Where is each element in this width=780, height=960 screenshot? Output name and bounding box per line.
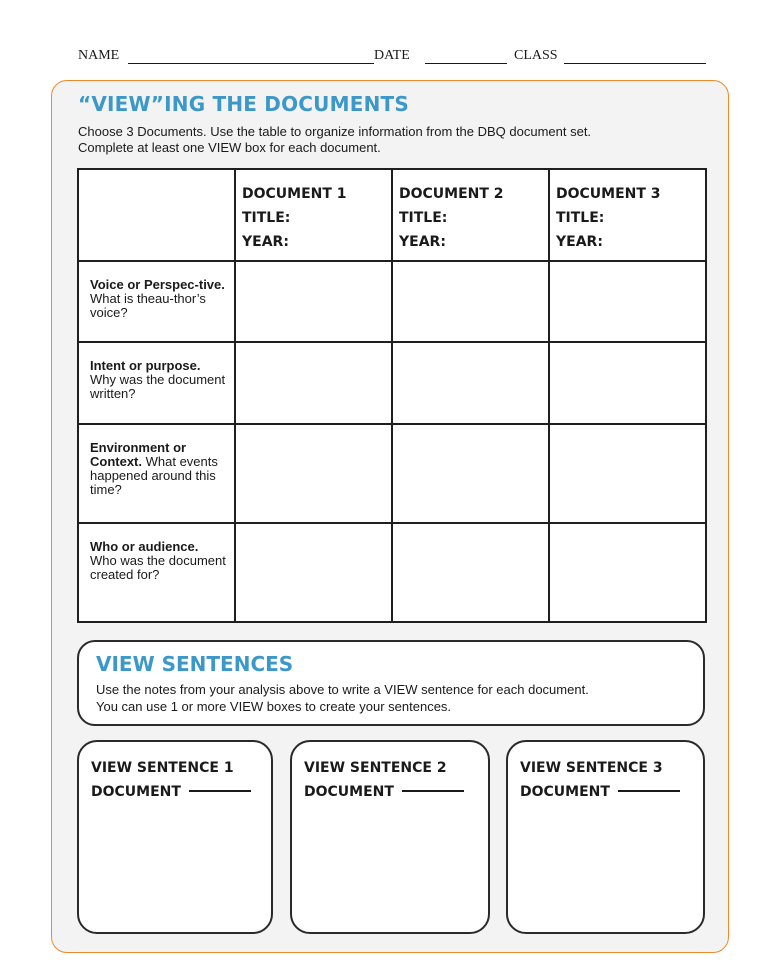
view-sentence-1-header: [91, 756, 251, 804]
cell-environment-doc3[interactable]: [549, 424, 706, 523]
view-sentence-2-doc-blank[interactable]: [402, 790, 464, 792]
page-title: “VIEW”ING THE DOCUMENTS: [78, 92, 409, 116]
document-1-label: DOCUMENT 1: [242, 186, 347, 202]
view-sentence-3-box[interactable]: [506, 740, 705, 934]
table-row-environment: [78, 424, 706, 523]
table-row-intent: [78, 342, 706, 424]
view-sentences-line-2: You can use 1 or more VIEW boxes to create your sentences.: [96, 699, 452, 714]
document-3-year-label: YEAR:: [556, 234, 603, 250]
document-2-label: DOCUMENT 2: [399, 186, 504, 202]
row-label-voice-text: What is theau-thor’s voice?: [90, 291, 206, 320]
view-sentences-line-1: Use the notes from your analysis above to write a VIEW sentence for each document.: [96, 682, 589, 697]
table-row-audience: [78, 523, 706, 622]
student-info-header: [78, 48, 706, 66]
cell-environment-doc2[interactable]: [392, 424, 549, 523]
row-label-audience-text: Who was the document created for?: [90, 553, 226, 582]
view-sentence-3-header: [520, 756, 680, 804]
cell-intent-doc2[interactable]: [392, 342, 549, 424]
cell-voice-doc2[interactable]: [392, 261, 549, 342]
date-blank-line[interactable]: [425, 63, 507, 64]
table-row-voice: [78, 261, 706, 342]
cell-audience-doc2[interactable]: [392, 523, 549, 622]
cell-intent-doc3[interactable]: [549, 342, 706, 424]
cell-voice-doc1[interactable]: [235, 261, 392, 342]
document-1-header: [235, 169, 392, 261]
document-2-year-label: YEAR:: [399, 234, 446, 250]
row-label-voice: [78, 261, 235, 342]
cell-intent-doc1[interactable]: [235, 342, 392, 424]
document-1-title-label: TITLE:: [242, 210, 291, 226]
document-2-header: [392, 169, 549, 261]
row-label-audience: [78, 523, 235, 622]
view-sentence-1-box[interactable]: [77, 740, 273, 934]
instructions: [78, 124, 698, 156]
row-label-audience-bold: Who or audience.: [90, 539, 199, 554]
view-sentence-3-doc-label: DOCUMENT: [520, 784, 610, 800]
name-label: NAME: [78, 48, 120, 63]
document-3-title-label: TITLE:: [556, 210, 605, 226]
view-sentences-instructions: [96, 681, 696, 715]
view-sentence-3-doc-blank[interactable]: [618, 790, 680, 792]
view-sentence-2-box[interactable]: [290, 740, 490, 934]
cell-voice-doc3[interactable]: [549, 261, 706, 342]
row-label-voice-bold: Voice or Perspec-tive.: [90, 277, 225, 292]
row-label-environment-bold: Environment or Context.: [90, 440, 187, 469]
row-label-intent: [78, 342, 235, 424]
class-blank-line[interactable]: [564, 63, 706, 64]
document-1-year-label: YEAR:: [242, 234, 289, 250]
view-sentences-title: VIEW SENTENCES: [96, 652, 294, 676]
view-sentence-2-doc-label: DOCUMENT: [304, 784, 394, 800]
view-sentence-1-doc-label: DOCUMENT: [91, 784, 181, 800]
document-3-header: [549, 169, 706, 261]
view-sentence-1-title: VIEW SENTENCE 1: [91, 760, 234, 776]
document-2-title-label: TITLE:: [399, 210, 448, 226]
table-header-row: [78, 169, 706, 261]
name-blank-line[interactable]: [128, 63, 374, 64]
row-label-intent-text: Why was the document written?: [90, 372, 226, 401]
corner-cell: [78, 169, 235, 261]
row-label-intent-bold: Intent or purpose.: [90, 358, 201, 373]
view-sentence-1-doc-blank[interactable]: [189, 790, 251, 792]
view-analysis-table: [77, 168, 707, 623]
cell-audience-doc3[interactable]: [549, 523, 706, 622]
instructions-line-2: Complete at least one VIEW box for each document.: [78, 140, 381, 155]
cell-audience-doc1[interactable]: [235, 523, 392, 622]
view-sentence-2-title: VIEW SENTENCE 2: [304, 760, 447, 776]
document-3-label: DOCUMENT 3: [556, 186, 661, 202]
instructions-line-1: Choose 3 Documents. Use the table to organize information from the DBQ document set.: [78, 124, 592, 139]
view-sentence-3-title: VIEW SENTENCE 3: [520, 760, 663, 776]
row-label-environment: [78, 424, 235, 523]
class-label: CLASS: [514, 48, 558, 63]
view-sentence-2-header: [304, 756, 464, 804]
cell-environment-doc1[interactable]: [235, 424, 392, 523]
date-label: DATE: [374, 48, 410, 63]
row-label-environment-text: What events happened around this time?: [90, 454, 218, 497]
